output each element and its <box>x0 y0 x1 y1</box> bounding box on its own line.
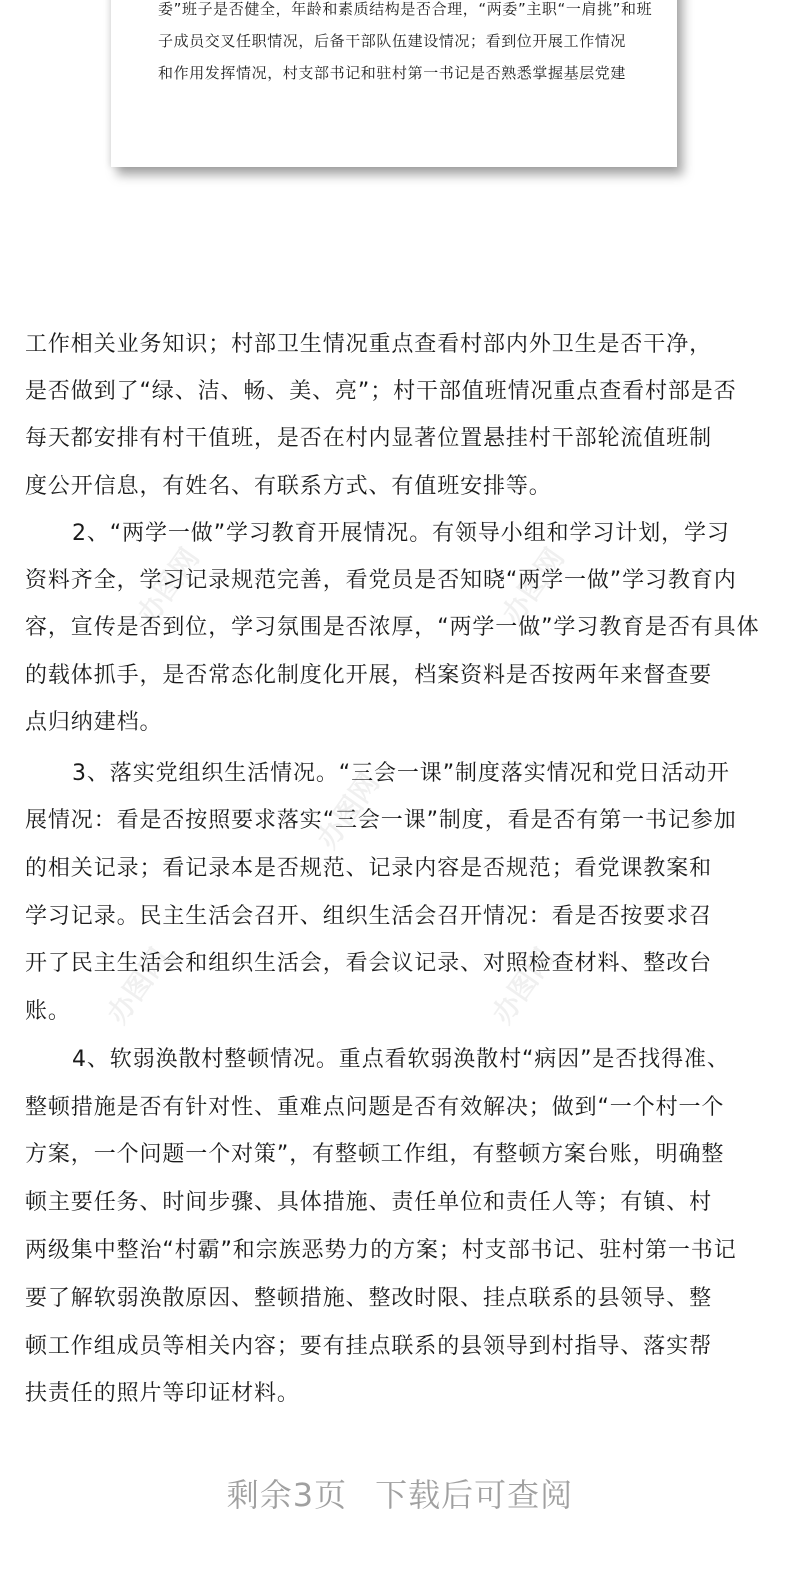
paragraph-line: 工作相关业务知识；村部卫生情况重点查看村部内外卫生是否干净， <box>25 332 713 357</box>
preview-line: 和作用发挥情况，村支部书记和驻村第一书记是否熟悉掌握基层党建 <box>158 64 627 82</box>
paragraph-line: 容，宣传是否到位，学习氛围是否浓厚，“两学一做”学习教育是否有具体 <box>25 615 760 640</box>
paragraph-line: 是否做到了“绿、洁、畅、美、亮”；村干部值班情况重点查看村部是否 <box>25 379 737 404</box>
paragraph-line: 要了解软弱涣散原因、整顿措施、整改时限、挂点联系的县领导、整 <box>25 1286 713 1311</box>
previous-page-preview-card <box>111 0 677 167</box>
preview-line: 子成员交叉任职情况，后备干部队伍建设情况；看到位开展工作情况 <box>158 32 627 50</box>
paragraph-line: 的相关记录；看记录本是否规范、记录内容是否规范；看党课教案和 <box>25 856 713 881</box>
preview-line: 委”班子是否健全，年龄和素质结构是否合理，“两委”主职“一肩挑”和班 <box>158 0 653 18</box>
paragraph-line: 顿工作组成员等相关内容；要有挂点联系的县领导到村指导、落实帮 <box>25 1334 713 1359</box>
download-hint-label: 下载后可查阅 <box>375 1476 574 1514</box>
paragraph-line: 的载体抓手，是否常态化制度化开展，档案资料是否按两年来督查要 <box>25 663 713 688</box>
paragraph-line: 4、软弱涣散村整顿情况。重点看软弱涣散村“病因”是否找得准、 <box>72 1047 730 1072</box>
watermark: 办图网 <box>100 941 176 1030</box>
paragraph-line: 3、落实党组织生活情况。“三会一课”制度落实情况和党日活动开 <box>72 761 730 786</box>
paragraph-line: 度公开信息，有姓名、有联系方式、有值班安排等。 <box>25 474 552 499</box>
watermark: 办图网 <box>485 941 561 1030</box>
remaining-pages-label: 剩余3页 <box>226 1476 348 1514</box>
paragraph-line: 两级集中整治“村霸”和宗族恶势力的方案；村支部书记、驻村第一书记 <box>25 1238 737 1263</box>
paragraph-line: 学习记录。民主生活会召开、组织生活会召开情况：看是否按要求召 <box>25 904 713 929</box>
download-prompt[interactable] <box>0 1470 800 1516</box>
paragraph-line: 资料齐全，学习记录规范完善，看党员是否知晓“两学一做”学习教育内 <box>25 568 737 593</box>
paragraph-line: 账。 <box>25 999 71 1024</box>
watermark: 办图网 <box>495 541 571 630</box>
paragraph-line: 开了民主生活会和组织生活会，看会议记录、对照检查材料、整改台 <box>25 951 713 976</box>
paragraph-line: 2、“两学一做”学习教育开展情况。有领导小组和学习计划，学习 <box>72 521 730 546</box>
watermark: 办图网 <box>310 766 386 855</box>
paragraph-line: 方案，一个问题一个对策”，有整顿工作组，有整顿方案台账，明确整 <box>25 1142 725 1167</box>
paragraph-line: 扶责任的照片等印证材料。 <box>25 1381 300 1406</box>
paragraph-line: 点归纳建档。 <box>25 710 163 735</box>
paragraph-line: 每天都安排有村干值班，是否在村内显著位置悬挂村干部轮流值班制 <box>25 426 713 451</box>
watermark: 办图网 <box>130 541 206 630</box>
paragraph-line: 展情况：看是否按照要求落实“三会一课”制度，看是否有第一书记参加 <box>25 808 737 833</box>
paragraph-line: 整顿措施是否有针对性、重难点问题是否有效解决；做到“一个村一个 <box>25 1095 725 1120</box>
paragraph-line: 顿主要任务、时间步骤、具体措施、责任单位和责任人等；有镇、村 <box>25 1190 713 1215</box>
